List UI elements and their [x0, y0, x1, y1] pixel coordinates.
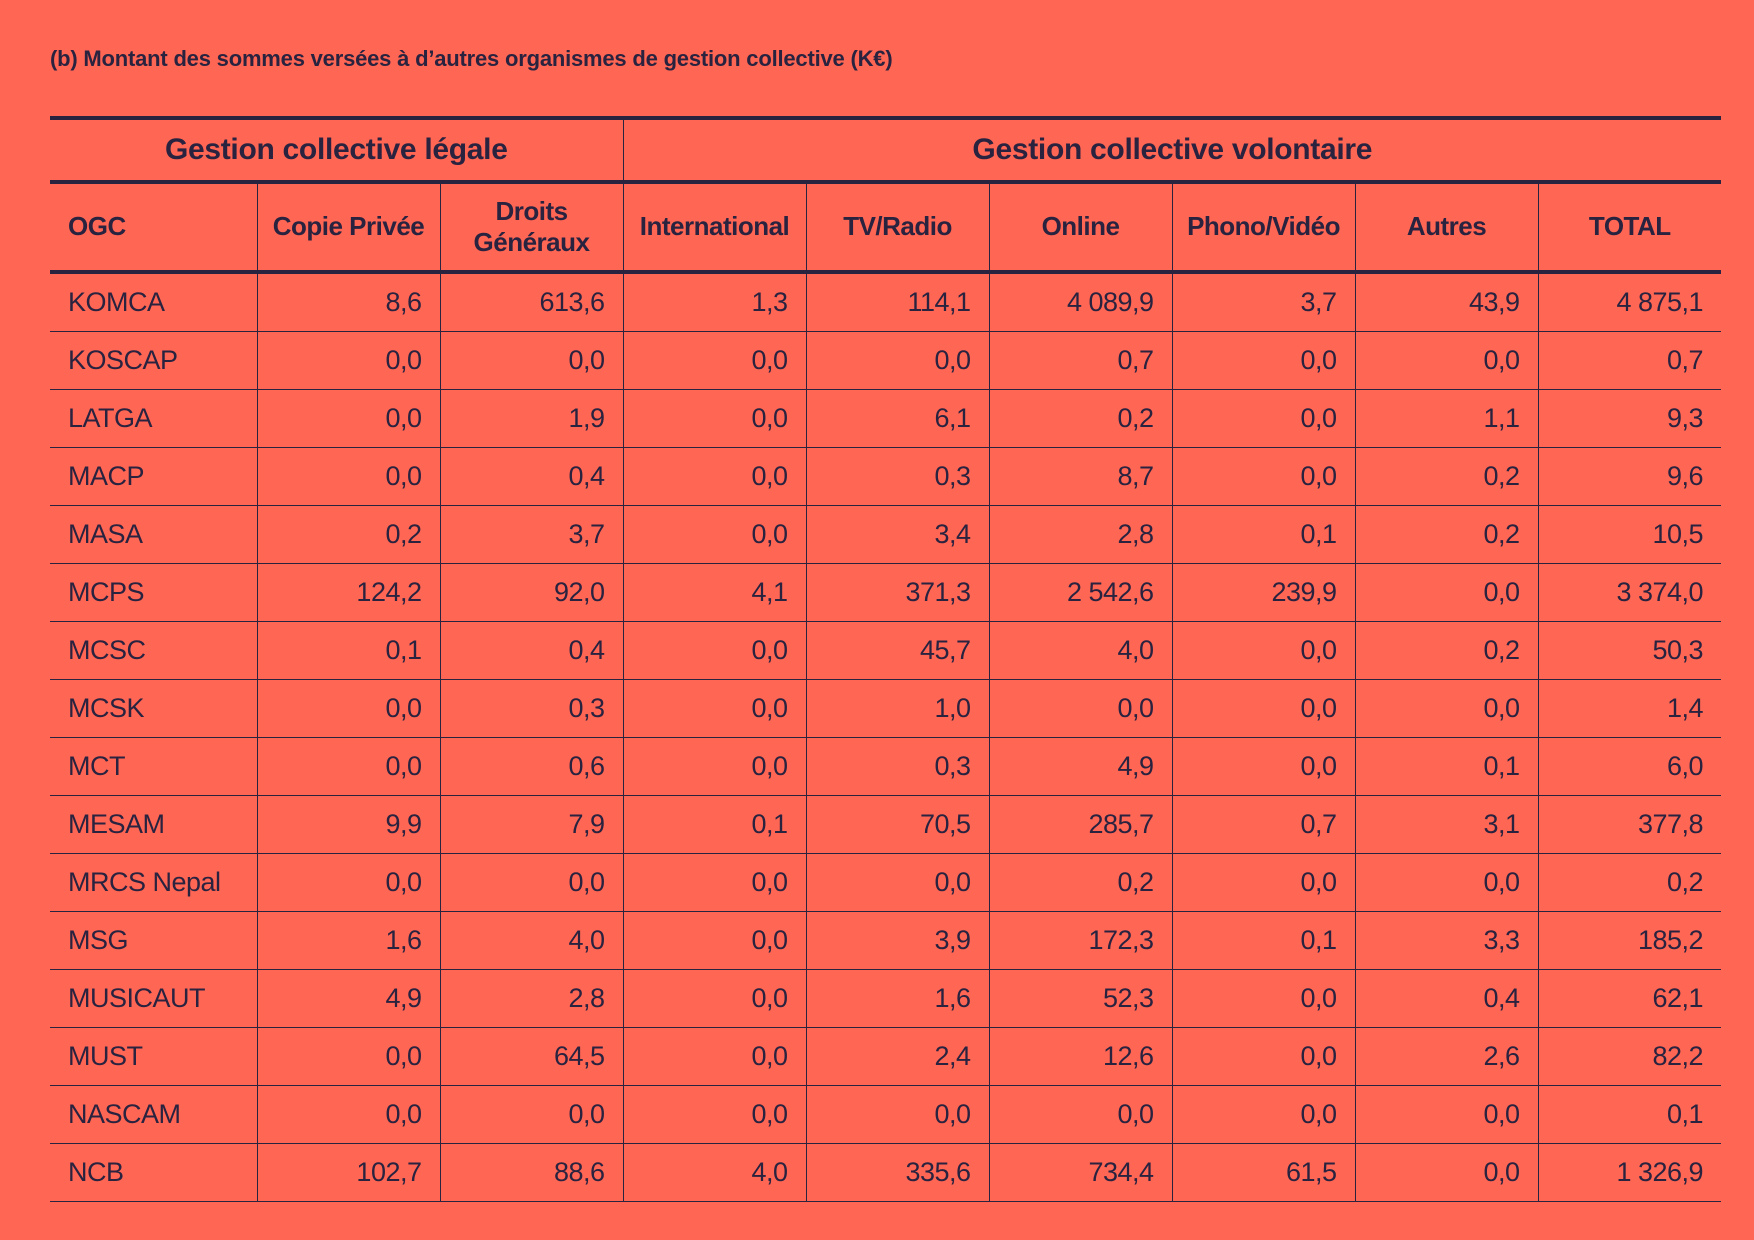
- cell-international: 0,0: [623, 390, 806, 448]
- table-row: [50, 1028, 1721, 1086]
- cell-autres: 0,0: [1355, 680, 1538, 738]
- cell-copie-privee: 8,6: [257, 272, 440, 332]
- cell-international: 1,3: [623, 272, 806, 332]
- col-droits-generaux-line1: Droits: [495, 195, 568, 226]
- cell-ogc: MCT: [50, 738, 257, 796]
- cell-international: 0,0: [623, 622, 806, 680]
- cell-total: 62,1: [1538, 970, 1721, 1028]
- cell-phono-video: 0,0: [1172, 1086, 1355, 1144]
- cell-total: 1,4: [1538, 680, 1721, 738]
- cell-droits-generaux: 0,4: [440, 622, 623, 680]
- table-row: [50, 332, 1721, 390]
- cell-international: 4,1: [623, 564, 806, 622]
- cell-phono-video: 0,0: [1172, 738, 1355, 796]
- cell-tv-radio: 0,3: [806, 738, 989, 796]
- cell-tv-radio: 1,6: [806, 970, 989, 1028]
- cell-phono-video: 0,1: [1172, 506, 1355, 564]
- col-droits-generaux-header: [440, 182, 623, 272]
- cell-droits-generaux: 0,6: [440, 738, 623, 796]
- col-tv-radio-header: TV/Radio: [806, 182, 989, 272]
- cell-copie-privee: 0,0: [257, 332, 440, 390]
- cell-autres: 0,0: [1355, 564, 1538, 622]
- cell-international: 0,0: [623, 448, 806, 506]
- table-row: [50, 912, 1721, 970]
- cell-copie-privee: 0,1: [257, 622, 440, 680]
- cell-online: 4 089,9: [989, 272, 1172, 332]
- cell-phono-video: 61,5: [1172, 1144, 1355, 1202]
- cell-autres: 0,2: [1355, 622, 1538, 680]
- cell-droits-generaux: 0,0: [440, 854, 623, 912]
- cell-phono-video: 0,0: [1172, 680, 1355, 738]
- cell-total: 185,2: [1538, 912, 1721, 970]
- cell-droits-generaux: 3,7: [440, 506, 623, 564]
- cell-autres: 3,1: [1355, 796, 1538, 854]
- cell-copie-privee: 0,2: [257, 506, 440, 564]
- cell-droits-generaux: 0,4: [440, 448, 623, 506]
- col-copie-privee-header: Copie Privée: [257, 182, 440, 272]
- table-caption: (b) Montant des sommes versées à d’autres organismes de gestion collective (K€): [50, 46, 893, 71]
- cell-copie-privee: 9,9: [257, 796, 440, 854]
- cell-autres: 0,2: [1355, 506, 1538, 564]
- cell-droits-generaux: 92,0: [440, 564, 623, 622]
- table-row: [50, 796, 1721, 854]
- cell-online: 285,7: [989, 796, 1172, 854]
- col-autres-header: Autres: [1355, 182, 1538, 272]
- cell-copie-privee: 0,0: [257, 448, 440, 506]
- cell-total: 82,2: [1538, 1028, 1721, 1086]
- cell-ogc: KOSCAP: [50, 332, 257, 390]
- cell-ogc: MASA: [50, 506, 257, 564]
- cell-droits-generaux: 0,3: [440, 680, 623, 738]
- cell-autres: 0,4: [1355, 970, 1538, 1028]
- table-body: [50, 272, 1721, 1202]
- cell-copie-privee: 0,0: [257, 1028, 440, 1086]
- cell-droits-generaux: 613,6: [440, 272, 623, 332]
- cell-phono-video: 239,9: [1172, 564, 1355, 622]
- cell-ogc: MCPS: [50, 564, 257, 622]
- cell-copie-privee: 0,0: [257, 680, 440, 738]
- cell-autres: 0,0: [1355, 332, 1538, 390]
- cell-autres: 0,0: [1355, 1144, 1538, 1202]
- cell-phono-video: 0,0: [1172, 332, 1355, 390]
- cell-online: 0,0: [989, 1086, 1172, 1144]
- cell-droits-generaux: 1,9: [440, 390, 623, 448]
- cell-ogc: NASCAM: [50, 1086, 257, 1144]
- cell-copie-privee: 124,2: [257, 564, 440, 622]
- cell-international: 0,0: [623, 680, 806, 738]
- cell-online: 12,6: [989, 1028, 1172, 1086]
- table-row: [50, 1086, 1721, 1144]
- cell-tv-radio: 1,0: [806, 680, 989, 738]
- cell-autres: 3,3: [1355, 912, 1538, 970]
- cell-phono-video: 0,7: [1172, 796, 1355, 854]
- cell-copie-privee: 1,6: [257, 912, 440, 970]
- cell-autres: 0,2: [1355, 448, 1538, 506]
- cell-international: 0,0: [623, 332, 806, 390]
- col-ogc-header: OGC: [50, 182, 257, 272]
- cell-tv-radio: 335,6: [806, 1144, 989, 1202]
- cell-droits-generaux: 0,0: [440, 1086, 623, 1144]
- cell-phono-video: 0,0: [1172, 970, 1355, 1028]
- cell-ogc: MCSC: [50, 622, 257, 680]
- cell-copie-privee: 0,0: [257, 390, 440, 448]
- cell-autres: 43,9: [1355, 272, 1538, 332]
- cell-total: 1 326,9: [1538, 1144, 1721, 1202]
- cell-total: 4 875,1: [1538, 272, 1721, 332]
- cell-copie-privee: 4,9: [257, 970, 440, 1028]
- group-legal-header: Gestion collective légale: [50, 118, 623, 182]
- cell-autres: 0,0: [1355, 854, 1538, 912]
- cell-online: 2 542,6: [989, 564, 1172, 622]
- cell-tv-radio: 114,1: [806, 272, 989, 332]
- cell-ogc: LATGA: [50, 390, 257, 448]
- group-header-row: [50, 118, 1721, 182]
- cell-total: 377,8: [1538, 796, 1721, 854]
- cell-copie-privee: 0,0: [257, 738, 440, 796]
- cell-phono-video: 3,7: [1172, 272, 1355, 332]
- cell-copie-privee: 0,0: [257, 1086, 440, 1144]
- cell-droits-generaux: 64,5: [440, 1028, 623, 1086]
- cell-international: 0,0: [623, 854, 806, 912]
- cell-international: 4,0: [623, 1144, 806, 1202]
- table-row: [50, 564, 1721, 622]
- cell-total: 10,5: [1538, 506, 1721, 564]
- cell-online: 0,2: [989, 390, 1172, 448]
- cell-online: 0,0: [989, 680, 1172, 738]
- cell-international: 0,1: [623, 796, 806, 854]
- table-row: [50, 970, 1721, 1028]
- cell-ogc: KOMCA: [50, 272, 257, 332]
- cell-ogc: MUSICAUT: [50, 970, 257, 1028]
- table-row: [50, 272, 1721, 332]
- cell-total: 0,1: [1538, 1086, 1721, 1144]
- table-row: [50, 622, 1721, 680]
- cell-ogc: MSG: [50, 912, 257, 970]
- col-phono-video-header: Phono/Vidéo: [1172, 182, 1355, 272]
- table-row: [50, 738, 1721, 796]
- cell-tv-radio: 0,0: [806, 854, 989, 912]
- cell-tv-radio: 371,3: [806, 564, 989, 622]
- cell-international: 0,0: [623, 1086, 806, 1144]
- cell-online: 8,7: [989, 448, 1172, 506]
- cell-online: 734,4: [989, 1144, 1172, 1202]
- cell-tv-radio: 45,7: [806, 622, 989, 680]
- cell-droits-generaux: 4,0: [440, 912, 623, 970]
- cell-international: 0,0: [623, 912, 806, 970]
- cell-online: 4,0: [989, 622, 1172, 680]
- cell-tv-radio: 3,4: [806, 506, 989, 564]
- cell-copie-privee: 102,7: [257, 1144, 440, 1202]
- cell-tv-radio: 0,0: [806, 332, 989, 390]
- cell-online: 172,3: [989, 912, 1172, 970]
- table-row: [50, 854, 1721, 912]
- cell-tv-radio: 0,3: [806, 448, 989, 506]
- cell-international: 0,0: [623, 738, 806, 796]
- cell-tv-radio: 3,9: [806, 912, 989, 970]
- cell-droits-generaux: 2,8: [440, 970, 623, 1028]
- cell-ogc: MACP: [50, 448, 257, 506]
- group-voluntary-header: Gestion collective volontaire: [623, 118, 1721, 182]
- cell-ogc: NCB: [50, 1144, 257, 1202]
- cell-ogc: MRCS Nepal: [50, 854, 257, 912]
- cell-online: 52,3: [989, 970, 1172, 1028]
- cell-total: 3 374,0: [1538, 564, 1721, 622]
- column-header-row: [50, 182, 1721, 272]
- cell-international: 0,0: [623, 1028, 806, 1086]
- cell-online: 0,7: [989, 332, 1172, 390]
- cell-tv-radio: 2,4: [806, 1028, 989, 1086]
- cell-online: 4,9: [989, 738, 1172, 796]
- cell-ogc: MCSK: [50, 680, 257, 738]
- cell-total: 0,7: [1538, 332, 1721, 390]
- col-droits-generaux-line2: Généraux: [473, 227, 590, 257]
- cell-autres: 0,1: [1355, 738, 1538, 796]
- payments-table: [50, 116, 1721, 1202]
- cell-total: 9,3: [1538, 390, 1721, 448]
- cell-copie-privee: 0,0: [257, 854, 440, 912]
- cell-ogc: MUST: [50, 1028, 257, 1086]
- cell-phono-video: 0,0: [1172, 448, 1355, 506]
- cell-phono-video: 0,0: [1172, 854, 1355, 912]
- cell-phono-video: 0,1: [1172, 912, 1355, 970]
- cell-total: 0,2: [1538, 854, 1721, 912]
- table-row: [50, 680, 1721, 738]
- cell-phono-video: 0,0: [1172, 622, 1355, 680]
- table-row: [50, 390, 1721, 448]
- cell-droits-generaux: 88,6: [440, 1144, 623, 1202]
- cell-total: 50,3: [1538, 622, 1721, 680]
- cell-online: 2,8: [989, 506, 1172, 564]
- cell-online: 0,2: [989, 854, 1172, 912]
- cell-droits-generaux: 0,0: [440, 332, 623, 390]
- table-row: [50, 1144, 1721, 1202]
- col-international-header: International: [623, 182, 806, 272]
- cell-autres: 2,6: [1355, 1028, 1538, 1086]
- cell-international: 0,0: [623, 970, 806, 1028]
- col-total-header: TOTAL: [1538, 182, 1721, 272]
- cell-ogc: MESAM: [50, 796, 257, 854]
- table-row: [50, 506, 1721, 564]
- table-row: [50, 448, 1721, 506]
- cell-total: 9,6: [1538, 448, 1721, 506]
- cell-droits-generaux: 7,9: [440, 796, 623, 854]
- cell-phono-video: 0,0: [1172, 390, 1355, 448]
- cell-tv-radio: 0,0: [806, 1086, 989, 1144]
- cell-autres: 1,1: [1355, 390, 1538, 448]
- cell-phono-video: 0,0: [1172, 1028, 1355, 1086]
- cell-tv-radio: 6,1: [806, 390, 989, 448]
- cell-tv-radio: 70,5: [806, 796, 989, 854]
- cell-autres: 0,0: [1355, 1086, 1538, 1144]
- cell-total: 6,0: [1538, 738, 1721, 796]
- col-online-header: Online: [989, 182, 1172, 272]
- cell-international: 0,0: [623, 506, 806, 564]
